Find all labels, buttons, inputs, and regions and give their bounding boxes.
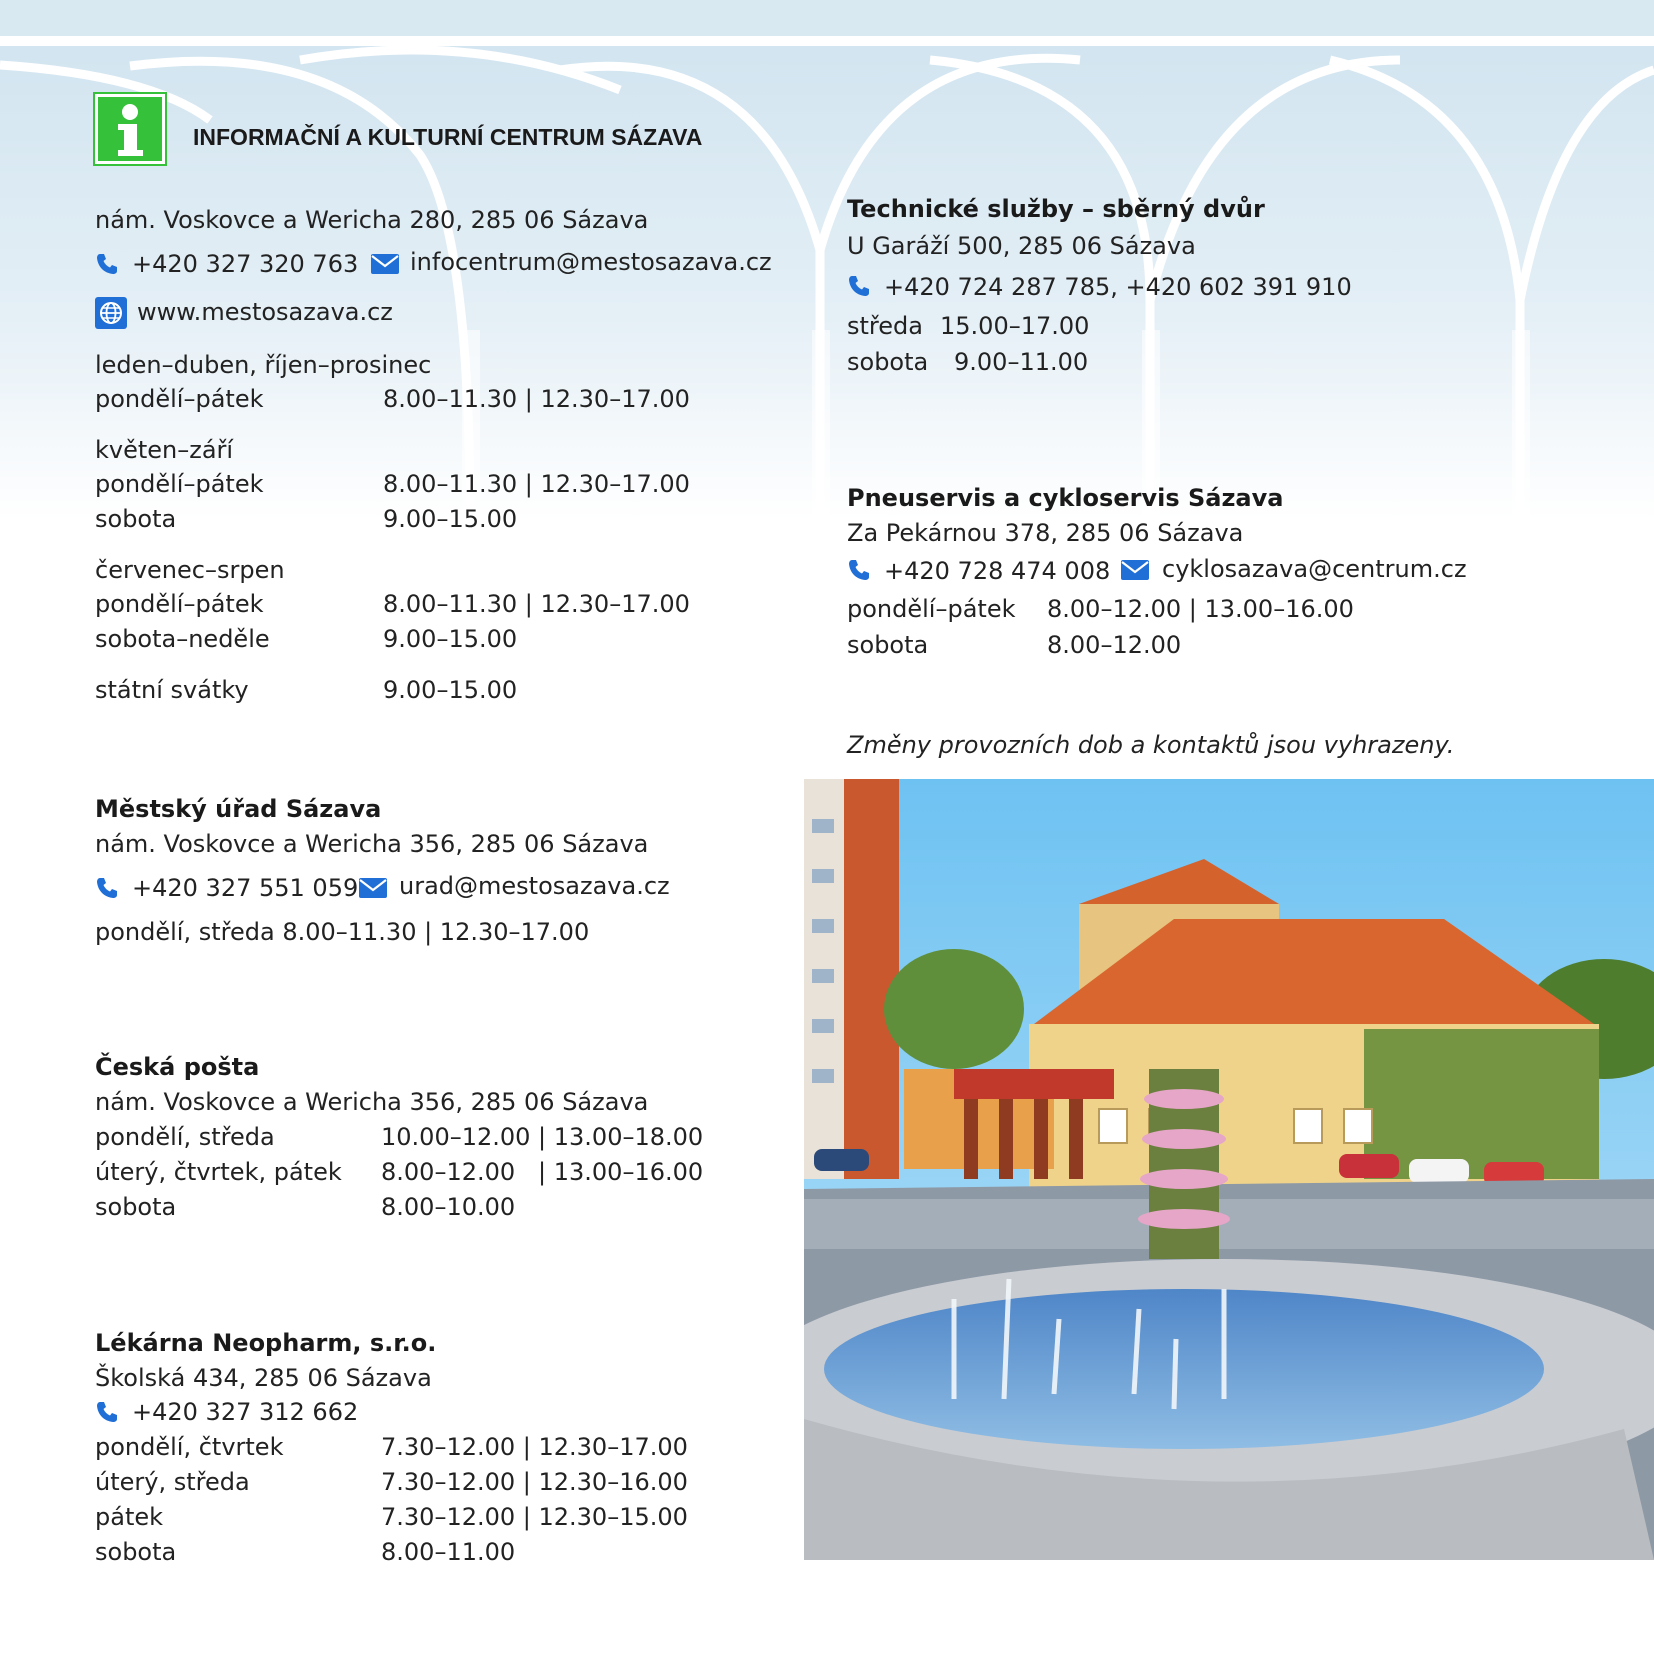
pharmacy-hours-1: 7.30–12.00 | 12.30–17.00 (381, 1433, 688, 1461)
email-icon (358, 876, 388, 900)
technical-hours-2: 9.00–11.00 (954, 348, 1089, 376)
globe-icon (95, 297, 127, 329)
holidays-hours: 9.00–15.00 (383, 676, 518, 704)
city-office-title: Městský úřad Sázava (95, 795, 382, 823)
phone-icon (95, 1400, 119, 1424)
season3-hours-2: 9.00–15.00 (383, 625, 518, 653)
phone-icon (847, 558, 871, 582)
technical-phone[interactable]: +420 724 287 785, +420 602 391 910 (884, 273, 1352, 301)
city-office-email[interactable]: urad@mestosazava.cz (399, 872, 670, 900)
technical-hours-1: 15.00–17.00 (940, 312, 1090, 340)
phone-icon (95, 252, 119, 276)
pharmacy-day-2: úterý, středa (95, 1468, 250, 1496)
post-hours-1: 10.00–12.00 | 13.00–18.00 (381, 1123, 704, 1151)
season2-day-2: sobota (95, 505, 177, 533)
disclaimer-note: Změny provozních dob a kontaktů jsou vyhrazeny. (847, 731, 1455, 759)
post-day-3: sobota (95, 1193, 177, 1221)
technical-day-1: středa (847, 312, 923, 340)
info-center-web[interactable]: www.mestosazava.cz (137, 298, 393, 326)
tyre-day-1: pondělí–pátek (847, 595, 1016, 623)
info-center-address: nám. Voskovce a Wericha 280, 285 06 Sázava (95, 206, 649, 234)
season3-day-2: sobota–neděle (95, 625, 270, 653)
season2-label: květen–září (95, 436, 234, 464)
tyre-day-2: sobota (847, 631, 929, 659)
info-center-email[interactable]: infocentrum@mestosazava.cz (410, 248, 772, 276)
pharmacy-address: Školská 434, 285 06 Sázava (95, 1364, 432, 1392)
phone-icon (95, 876, 119, 900)
pharmacy-title: Lékárna Neopharm, s.r.o. (95, 1329, 437, 1357)
post-hours-2: 8.00–12.00 | 13.00–16.00 (381, 1158, 704, 1186)
pharmacy-hours-3: 7.30–12.00 | 12.30–15.00 (381, 1503, 688, 1531)
holidays-day: státní svátky (95, 676, 249, 704)
season1-hours: 8.00–11.30 | 12.30–17.00 (383, 385, 690, 413)
info-center-title: INFORMAČNÍ A KULTURNÍ CENTRUM SÁZAVA (193, 124, 703, 150)
post-hours-3: 8.00–10.00 (381, 1193, 516, 1221)
email-icon (370, 252, 400, 276)
season3-day-1: pondělí–pátek (95, 590, 264, 618)
pharmacy-hours-4: 8.00–11.00 (381, 1538, 516, 1566)
email-icon (1120, 558, 1150, 582)
post-day-2: úterý, čtvrtek, pátek (95, 1158, 342, 1186)
pharmacy-day-3: pátek (95, 1503, 164, 1531)
pharmacy-hours-2: 7.30–12.00 | 12.30–16.00 (381, 1468, 688, 1496)
tyre-phone[interactable]: +420 728 474 008 (884, 557, 1111, 585)
season2-hours-2: 9.00–15.00 (383, 505, 518, 533)
town-square-photo (804, 779, 1654, 1560)
season2-day-1: pondělí–pátek (95, 470, 264, 498)
technical-title: Technické služby – sběrný dvůr (847, 195, 1265, 223)
post-day-1: pondělí, středa (95, 1123, 275, 1151)
city-office-phone[interactable]: +420 327 551 059 (132, 874, 359, 902)
tyre-email[interactable]: cyklosazava@centrum.cz (1162, 555, 1467, 583)
post-address: nám. Voskovce a Wericha 356, 285 06 Sázava (95, 1088, 649, 1116)
season3-label: červenec–srpen (95, 556, 285, 584)
season1-day: pondělí–pátek (95, 385, 264, 413)
technical-address: U Garáží 500, 285 06 Sázava (847, 232, 1196, 260)
pharmacy-day-1: pondělí, čtvrtek (95, 1433, 284, 1461)
tyre-address: Za Pekárnou 378, 285 06 Sázava (847, 519, 1244, 547)
tyre-hours-2: 8.00–12.00 (1047, 631, 1182, 659)
city-office-address: nám. Voskovce a Wericha 356, 285 06 Sázava (95, 830, 649, 858)
post-title: Česká pošta (95, 1053, 260, 1081)
season1-label: leden–duben, říjen–prosinec (95, 351, 432, 379)
info-icon (93, 92, 167, 166)
phone-icon (847, 274, 871, 298)
tyre-title: Pneuservis a cykloservis Sázava (847, 484, 1284, 512)
tyre-hours-1: 8.00–12.00 | 13.00–16.00 (1047, 595, 1354, 623)
pharmacy-phone[interactable]: +420 327 312 662 (132, 1398, 359, 1426)
season2-hours-1: 8.00–11.30 | 12.30–17.00 (383, 470, 690, 498)
season3-hours-1: 8.00–11.30 | 12.30–17.00 (383, 590, 690, 618)
pharmacy-day-4: sobota (95, 1538, 177, 1566)
technical-day-2: sobota (847, 348, 929, 376)
info-center-phone[interactable]: +420 327 320 763 (132, 250, 359, 278)
city-office-hours: pondělí, středa 8.00–11.30 | 12.30–17.00 (95, 918, 590, 946)
